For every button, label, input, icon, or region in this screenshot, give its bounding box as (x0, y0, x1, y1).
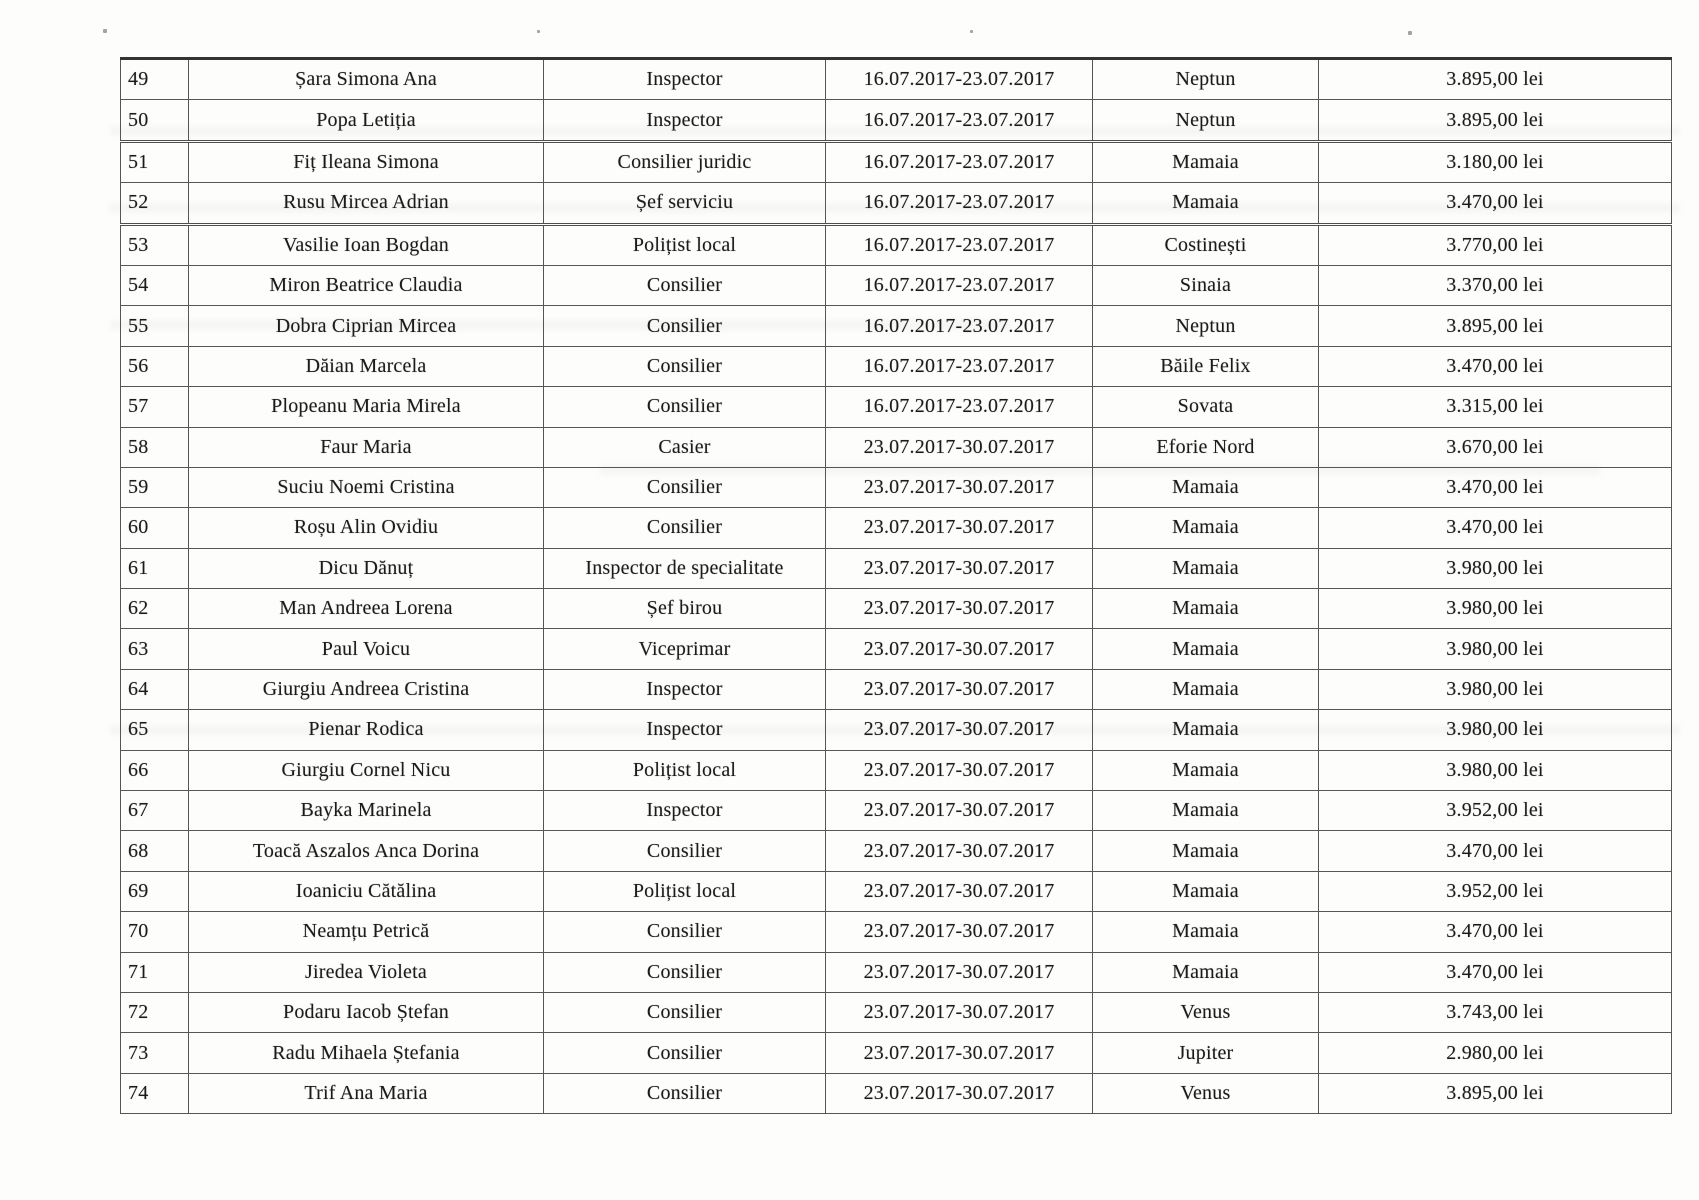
amount: 3.980,00 lei (1319, 589, 1672, 629)
amount: 3.470,00 lei (1319, 467, 1672, 507)
table-row (121, 1033, 1672, 1073)
amount: 3.895,00 lei (1319, 100, 1672, 141)
destination: Mamaia (1093, 141, 1319, 182)
table-row (121, 346, 1672, 386)
row-number: 70 (121, 912, 189, 952)
destination: Sinaia (1093, 265, 1319, 305)
employee-name: Giurgiu Cornel Nicu (189, 750, 544, 790)
amount: 3.470,00 lei (1319, 831, 1672, 871)
table-row (121, 183, 1672, 224)
destination: Mamaia (1093, 750, 1319, 790)
table-row (121, 992, 1672, 1032)
employee-name: Trif Ana Maria (189, 1073, 544, 1113)
amount: 3.370,00 lei (1319, 265, 1672, 305)
employee-name: Fiț Ileana Simona (189, 141, 544, 182)
destination: Mamaia (1093, 871, 1319, 911)
row-number: 60 (121, 508, 189, 548)
job-title: Polițist local (544, 871, 826, 911)
employee-name: Pienar Rodica (189, 710, 544, 750)
row-number: 55 (121, 306, 189, 346)
table-row (121, 871, 1672, 911)
amount: 3.470,00 lei (1319, 912, 1672, 952)
amount: 3.470,00 lei (1319, 346, 1672, 386)
employee-name: Neamțu Petrică (189, 912, 544, 952)
period: 23.07.2017-30.07.2017 (826, 831, 1093, 871)
employee-name: Rusu Mircea Adrian (189, 183, 544, 224)
job-title: Inspector (544, 669, 826, 709)
employee-name: Șara Simona Ana (189, 59, 544, 100)
employee-name: Toacă Aszalos Anca Dorina (189, 831, 544, 871)
job-title: Inspector de specialitate (544, 548, 826, 588)
period: 16.07.2017-23.07.2017 (826, 141, 1093, 182)
period: 23.07.2017-30.07.2017 (826, 912, 1093, 952)
table-row (121, 141, 1672, 182)
row-number: 56 (121, 346, 189, 386)
destination: Mamaia (1093, 508, 1319, 548)
job-title: Consilier juridic (544, 141, 826, 182)
table-row (121, 548, 1672, 588)
row-number: 57 (121, 387, 189, 427)
period: 23.07.2017-30.07.2017 (826, 750, 1093, 790)
row-number: 68 (121, 831, 189, 871)
period: 23.07.2017-30.07.2017 (826, 669, 1093, 709)
period: 23.07.2017-30.07.2017 (826, 952, 1093, 992)
table-row (121, 427, 1672, 467)
job-title: Consilier (544, 346, 826, 386)
destination: Venus (1093, 992, 1319, 1032)
job-title: Consilier (544, 992, 826, 1032)
amount: 3.470,00 lei (1319, 508, 1672, 548)
amount: 3.470,00 lei (1319, 183, 1672, 224)
table-row (121, 59, 1672, 100)
amount: 3.895,00 lei (1319, 1073, 1672, 1113)
job-title: Consilier (544, 467, 826, 507)
table-row (121, 750, 1672, 790)
employee-name: Faur Maria (189, 427, 544, 467)
amount: 3.180,00 lei (1319, 141, 1672, 182)
amount: 3.670,00 lei (1319, 427, 1672, 467)
period: 23.07.2017-30.07.2017 (826, 1073, 1093, 1113)
job-title: Consilier (544, 952, 826, 992)
amount: 3.952,00 lei (1319, 871, 1672, 911)
row-number: 53 (121, 224, 189, 265)
destination: Mamaia (1093, 791, 1319, 831)
row-number: 63 (121, 629, 189, 669)
destination: Venus (1093, 1073, 1319, 1113)
employee-name: Giurgiu Andreea Cristina (189, 669, 544, 709)
destination: Mamaia (1093, 710, 1319, 750)
period: 23.07.2017-30.07.2017 (826, 710, 1093, 750)
period: 16.07.2017-23.07.2017 (826, 224, 1093, 265)
period: 23.07.2017-30.07.2017 (826, 1033, 1093, 1073)
destination: Costinești (1093, 224, 1319, 265)
employee-name: Man Andreea Lorena (189, 589, 544, 629)
job-title: Consilier (544, 265, 826, 305)
employee-name: Roșu Alin Ovidiu (189, 508, 544, 548)
destination: Mamaia (1093, 629, 1319, 669)
period: 16.07.2017-23.07.2017 (826, 346, 1093, 386)
amount: 3.895,00 lei (1319, 59, 1672, 100)
job-title: Șef serviciu (544, 183, 826, 224)
employee-name: Podaru Iacob Ștefan (189, 992, 544, 1032)
destination: Neptun (1093, 100, 1319, 141)
row-number: 54 (121, 265, 189, 305)
row-number: 67 (121, 791, 189, 831)
table-row (121, 589, 1672, 629)
destination: Neptun (1093, 59, 1319, 100)
table-row (121, 629, 1672, 669)
destination: Neptun (1093, 306, 1319, 346)
row-number: 51 (121, 141, 189, 182)
destination: Băile Felix (1093, 346, 1319, 386)
employee-name: Paul Voicu (189, 629, 544, 669)
row-number: 52 (121, 183, 189, 224)
destination: Jupiter (1093, 1033, 1319, 1073)
job-title: Consilier (544, 831, 826, 871)
row-number: 64 (121, 669, 189, 709)
row-number: 58 (121, 427, 189, 467)
job-title: Viceprimar (544, 629, 826, 669)
job-title: Inspector (544, 710, 826, 750)
table-row (121, 791, 1672, 831)
row-number: 69 (121, 871, 189, 911)
destination: Mamaia (1093, 912, 1319, 952)
employee-name: Radu Mihaela Ștefania (189, 1033, 544, 1073)
period: 23.07.2017-30.07.2017 (826, 589, 1093, 629)
job-title: Consilier (544, 306, 826, 346)
row-number: 65 (121, 710, 189, 750)
period: 23.07.2017-30.07.2017 (826, 992, 1093, 1032)
period: 23.07.2017-30.07.2017 (826, 791, 1093, 831)
job-title: Consilier (544, 508, 826, 548)
amount: 3.315,00 lei (1319, 387, 1672, 427)
row-number: 61 (121, 548, 189, 588)
row-number: 72 (121, 992, 189, 1032)
row-number: 66 (121, 750, 189, 790)
table-row (121, 100, 1672, 141)
employee-name: Dobra Ciprian Mircea (189, 306, 544, 346)
row-number: 73 (121, 1033, 189, 1073)
table-row (121, 831, 1672, 871)
destination: Sovata (1093, 387, 1319, 427)
amount: 3.470,00 lei (1319, 952, 1672, 992)
row-number: 49 (121, 59, 189, 100)
amount: 2.980,00 lei (1319, 1033, 1672, 1073)
amount: 3.743,00 lei (1319, 992, 1672, 1032)
table-row (121, 467, 1672, 507)
employee-name: Dăian Marcela (189, 346, 544, 386)
job-title: Polițist local (544, 224, 826, 265)
period: 23.07.2017-30.07.2017 (826, 629, 1093, 669)
scan-speck (970, 30, 973, 33)
destination: Mamaia (1093, 589, 1319, 629)
employee-name: Bayka Marinela (189, 791, 544, 831)
row-number: 62 (121, 589, 189, 629)
period: 23.07.2017-30.07.2017 (826, 427, 1093, 467)
table-row (121, 1073, 1672, 1113)
scan-speck (103, 29, 107, 33)
period: 23.07.2017-30.07.2017 (826, 871, 1093, 911)
period: 16.07.2017-23.07.2017 (826, 265, 1093, 305)
employee-name: Miron Beatrice Claudia (189, 265, 544, 305)
amount: 3.952,00 lei (1319, 791, 1672, 831)
destination: Mamaia (1093, 183, 1319, 224)
job-title: Consilier (544, 387, 826, 427)
amount: 3.980,00 lei (1319, 629, 1672, 669)
table-row (121, 224, 1672, 265)
job-title: Inspector (544, 791, 826, 831)
job-title: Consilier (544, 1073, 826, 1113)
employee-name: Popa Letiția (189, 100, 544, 141)
job-title: Inspector (544, 59, 826, 100)
amount: 3.980,00 lei (1319, 750, 1672, 790)
amount: 3.980,00 lei (1319, 548, 1672, 588)
table-row (121, 952, 1672, 992)
table-row (121, 306, 1672, 346)
row-number: 74 (121, 1073, 189, 1113)
amount: 3.980,00 lei (1319, 669, 1672, 709)
job-title: Inspector (544, 100, 826, 141)
table-row (121, 669, 1672, 709)
table-row (121, 508, 1672, 548)
row-number: 59 (121, 467, 189, 507)
period: 16.07.2017-23.07.2017 (826, 183, 1093, 224)
scan-speck (1408, 31, 1412, 35)
job-title: Polițist local (544, 750, 826, 790)
job-title: Casier (544, 427, 826, 467)
destination: Mamaia (1093, 831, 1319, 871)
allowance-table (120, 57, 1672, 1114)
row-number: 50 (121, 100, 189, 141)
employee-name: Plopeanu Maria Mirela (189, 387, 544, 427)
destination: Mamaia (1093, 669, 1319, 709)
destination: Mamaia (1093, 467, 1319, 507)
period: 23.07.2017-30.07.2017 (826, 508, 1093, 548)
destination: Eforie Nord (1093, 427, 1319, 467)
period: 16.07.2017-23.07.2017 (826, 387, 1093, 427)
table-row (121, 387, 1672, 427)
employee-name: Jiredea Violeta (189, 952, 544, 992)
job-title: Șef birou (544, 589, 826, 629)
employee-name: Suciu Noemi Cristina (189, 467, 544, 507)
amount: 3.770,00 lei (1319, 224, 1672, 265)
table-row (121, 265, 1672, 305)
period: 23.07.2017-30.07.2017 (826, 467, 1093, 507)
table-row (121, 912, 1672, 952)
amount: 3.895,00 lei (1319, 306, 1672, 346)
period: 16.07.2017-23.07.2017 (826, 100, 1093, 141)
destination: Mamaia (1093, 952, 1319, 992)
period: 16.07.2017-23.07.2017 (826, 306, 1093, 346)
employee-name: Dicu Dănuț (189, 548, 544, 588)
job-title: Consilier (544, 1033, 826, 1073)
scan-speck (537, 30, 540, 33)
destination: Mamaia (1093, 548, 1319, 588)
job-title: Consilier (544, 912, 826, 952)
amount: 3.980,00 lei (1319, 710, 1672, 750)
period: 23.07.2017-30.07.2017 (826, 548, 1093, 588)
employee-name: Vasilie Ioan Bogdan (189, 224, 544, 265)
employee-name: Ioaniciu Cătălina (189, 871, 544, 911)
row-number: 71 (121, 952, 189, 992)
period: 16.07.2017-23.07.2017 (826, 59, 1093, 100)
table-row (121, 710, 1672, 750)
